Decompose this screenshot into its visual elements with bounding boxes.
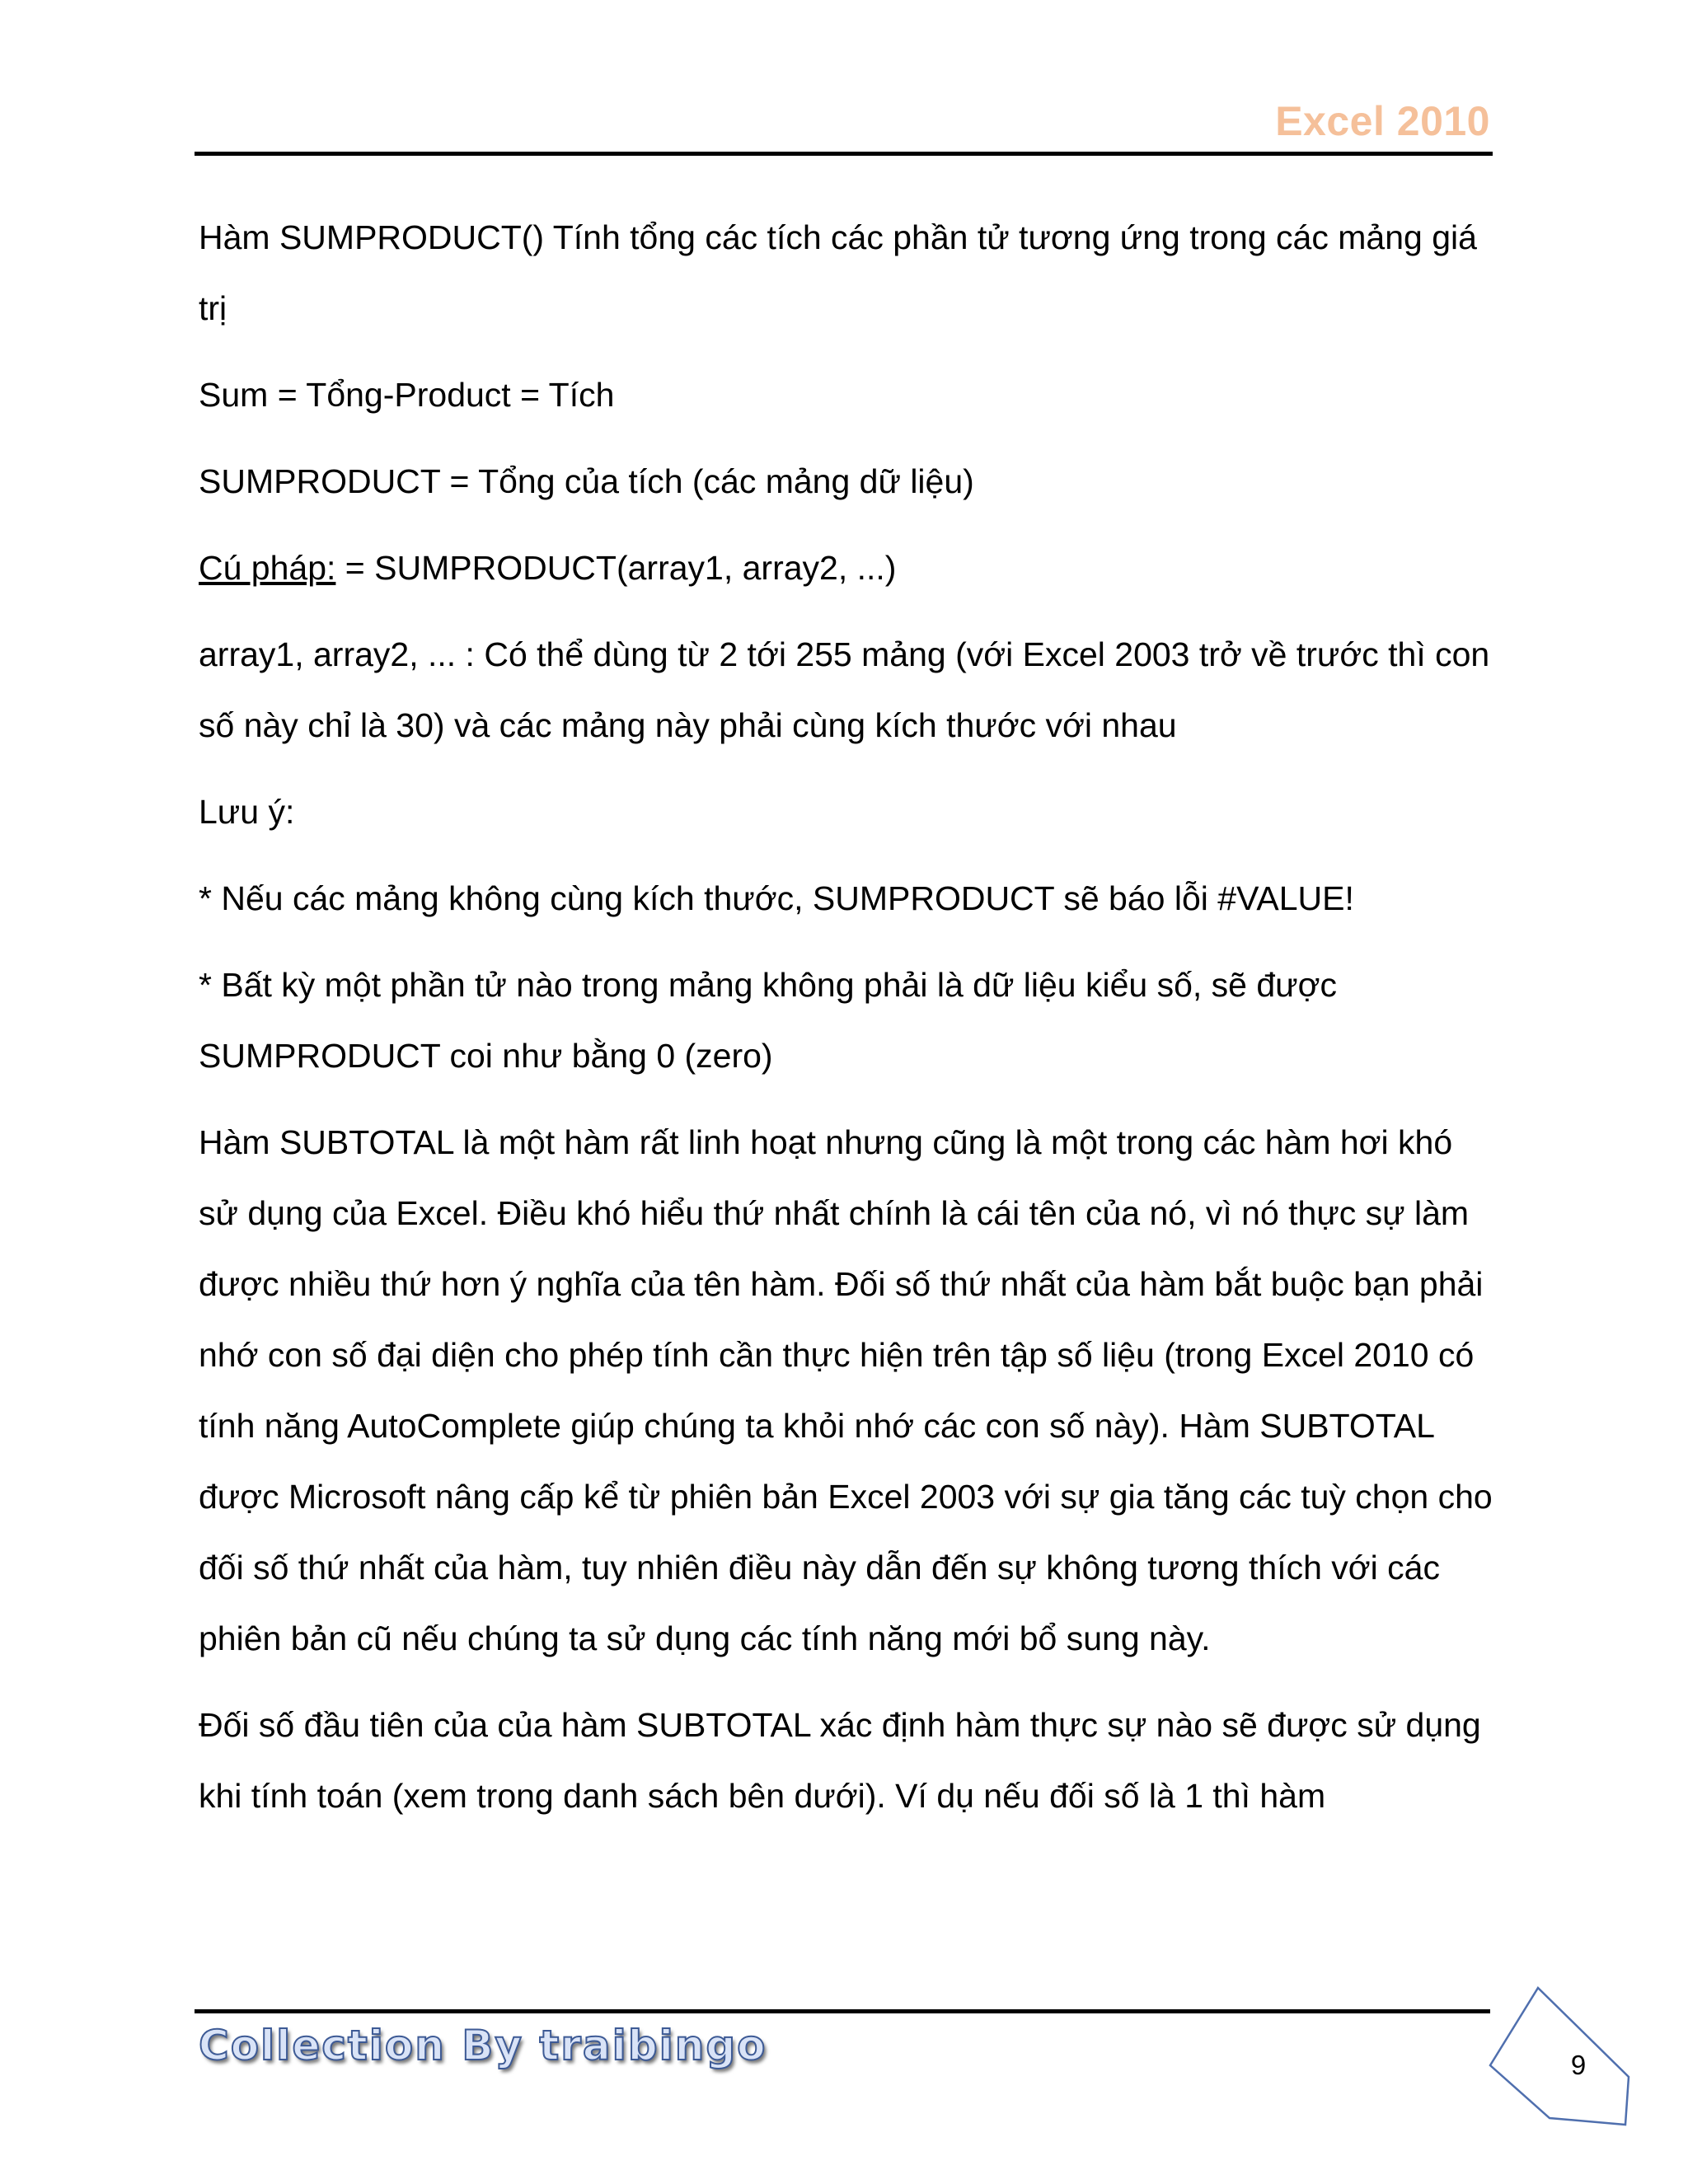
page-body xyxy=(199,202,1501,1847)
footer-brand-text: Collection By traibingo xyxy=(199,2022,767,2069)
header-divider xyxy=(195,152,1493,156)
paragraph-sumproduct-def: SUMPRODUCT = Tổng của tích (các mảng dữ liệu) xyxy=(199,462,974,500)
paragraph-subtotal-intro: Hàm SUBTOTAL là một hàm rất linh hoạt nhưng cũng là một trong các hàm hơi khó sử dụng của Excel. Điều khó hiểu thứ nhất chính là cái tên của nó, vì nó thực sự làm được nhiều thứ hơn ý nghĩa của tên hàm. Đối số thứ nhất của hàm bắt buộc bạn phải nhớ con số đại diện cho phép tính cần thực hiện trên tập số liệu (trong Excel 2010 có tính năng AutoComplete giúp chúng ta khỏi nhớ các con số này). Hàm SUBTOTAL được Microsoft nâng cấp kể từ phiên bản Excel 2003 với sự gia tăng các tuỳ chọn cho đối số thứ nhất của hàm, tuy nhiên điều này dẫn đến sự không tương thích với các phiên bản cũ nếu chúng ta sử dụng các tính năng mới bổ sung này. xyxy=(199,1123,1493,1657)
syntax-label: Cú pháp: xyxy=(199,549,336,587)
paragraph-note-size: * Nếu các mảng không cùng kích thước, SUMPRODUCT sẽ báo lỗi #VALUE! xyxy=(199,879,1354,917)
page-number: 9 xyxy=(1570,2050,1587,2080)
paragraph-subtotal-arg: Đối số đầu tiên của của hàm SUBTOTAL xác định hàm thực sự nào sẽ được sử dụng khi tính toán (xem trong danh sách bên dưới). Ví dụ nếu đối số là 1 thì hàm xyxy=(199,1706,1481,1815)
document-header-title: Excel 2010 xyxy=(1275,98,1490,144)
paragraph-note-label: Lưu ý: xyxy=(199,793,295,831)
footer-divider xyxy=(195,2009,1490,2013)
syntax-text: = SUMPRODUCT(array1, array2, ...) xyxy=(335,549,897,587)
paragraph-arrays: array1, array2, ... : Có thể dùng từ 2 tới 255 mảng (với Excel 2003 trở về trước thì con số này chỉ là 30) và các mảng này phải cùng kích thước với nhau xyxy=(199,635,1490,744)
paragraph-sumproduct-intro: Hàm SUMPRODUCT() Tính tổng các tích các phần tử tương ứng trong các mảng giá trị xyxy=(199,218,1477,327)
paragraph-note-nonnumeric: * Bất kỳ một phần tử nào trong mảng không phải là dữ liệu kiểu số, sẽ được SUMPRODUCT coi như bằng 0 (zero) xyxy=(199,966,1338,1075)
paragraph-syntax xyxy=(199,532,1501,603)
paragraph-sum-product-def: Sum = Tổng-Product = Tích xyxy=(199,376,615,414)
